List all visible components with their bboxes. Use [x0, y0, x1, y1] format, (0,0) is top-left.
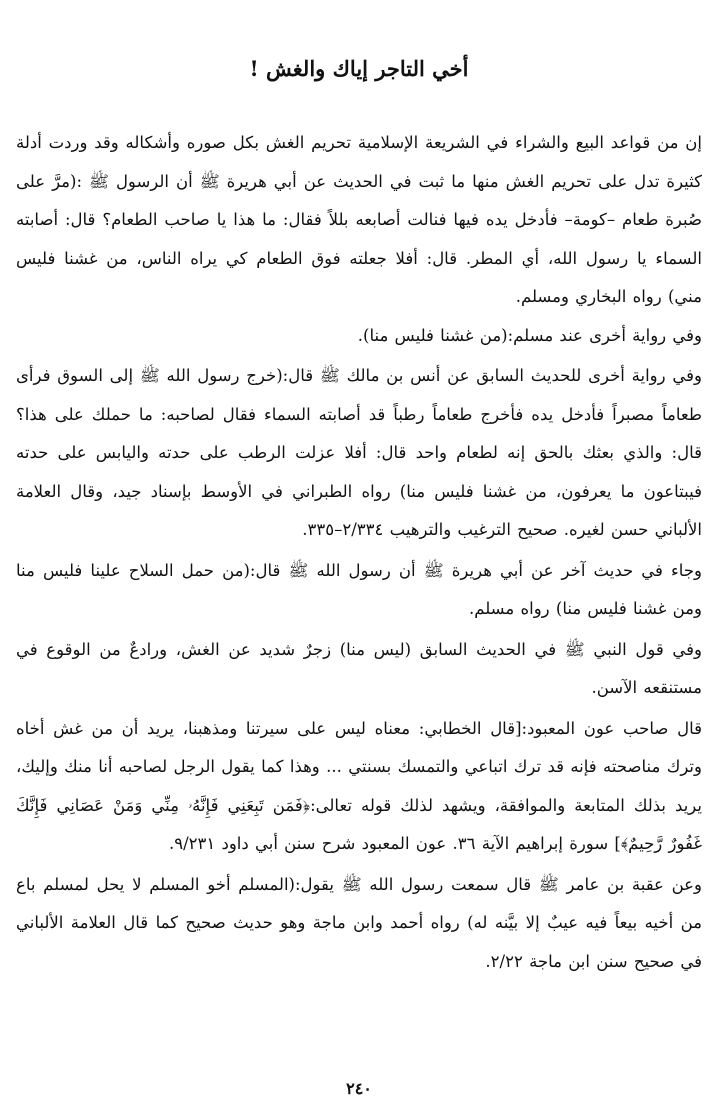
paragraph-7: وعن عقبة بن عامر ﷺ قال سمعت رسول الله ﷺ يقول:(المسلم أخو المسلم لا يحل لمسلم باع من أخيه بيعاً فيه عيبٌ إلا بيَّنه له) رواه أحمد وابن ماجة وهو حديث صحيح كما قال العلامة الألباني في صحيح سنن ابن ماجة ٢/٢٢.: [16, 874, 702, 971]
document-body: [16, 124, 702, 983]
paragraph-4: وجاء في حديث آخر عن أبي هريرة ﷺ أن رسول الله ﷺ قال:(من حمل السلاح علينا فليس منا ومن غشنا فليس منا) رواه مسلم.: [16, 560, 702, 618]
paragraph-6: قال صاحب عون المعبود:[قال الخطابي: معناه ليس على سيرتنا ومذهبنا، يريد أن من غش أخاه وترك مناصحته فإنه قد ترك اتباعي والتمسك بسنتي ... وهذا كما يقول الرجل لصاحبه أنا منك وإليك، يريد بذلك المتابعة والموافقة، ويشهد لذلك قوله تعالى:﴿فَمَن تَبِعَنِي فَإِنَّهُۥ مِنِّي وَمَنْ عَصَانِي فَإِنَّكَ غَفُورٌ رَّحِيمٌ﴾] سورة إبراهيم الآية ٣٦. عون المعبود شرح سنن أبي داود ٩/٢٣١.: [16, 718, 702, 853]
page-title: أخي التاجر إياك والغش !: [249, 56, 469, 81]
document-page: [16, 0, 702, 1116]
paragraph-1: إن من قواعد البيع والشراء في الشريعة الإسلامية تحريم الغش بكل صوره وأشكاله وقد وردت أدلة كثيرة تدل على تحريم الغش منها ما ثبت في الحديث عن أبي هريرة ﷺ أن الرسول ﷺ :(مرَّ على صُبرة طعام –كومة– فأدخل يده فيها فنالت أصابعه بللاً فقال: ما هذا يا صاحب الطعام؟ قال: أصابته السماء يا رسول الله، أي المطر. قال: أفلا جعلته فوق الطعام كي يراه الناس، من غشنا فليس مني) رواه البخاري ومسلم.: [16, 133, 703, 306]
paragraph-5: وفي قول النبي ﷺ في الحديث السابق (ليس منا) زجرٌ شديد عن الغش، ورادعٌ من الوقوع في مستنقعه الآسن.: [16, 639, 702, 697]
paragraph-2: وفي رواية أخرى عند مسلم:(من غشنا فليس منا).: [357, 325, 702, 345]
page-number: ٢٤٠: [346, 1079, 372, 1098]
paragraph-3: وفي رواية أخرى للحديث السابق عن أنس بن مالك ﷺ قال:(خرج رسول الله ﷺ إلى السوق فرأى طعاماً مصبراً فأدخل يده فأخرج طعاماً رطباً قد أصابته السماء فقال لصاحبه: ما حملك على هذا؟ قال: والذي بعثك بالحق إنه لطعام واحد قال: أفلا عزلت الرطب على حدته واليابس على حدته فيبتاعون ما يعرفون، من غشنا فليس منا) رواه الطبراني في الأوسط بإسناد جيد، وقال العلامة الألباني حسن لغيره. صحيح الترغيب والترهيب ٢/٣٣٤–٣٣٥.: [16, 366, 702, 539]
